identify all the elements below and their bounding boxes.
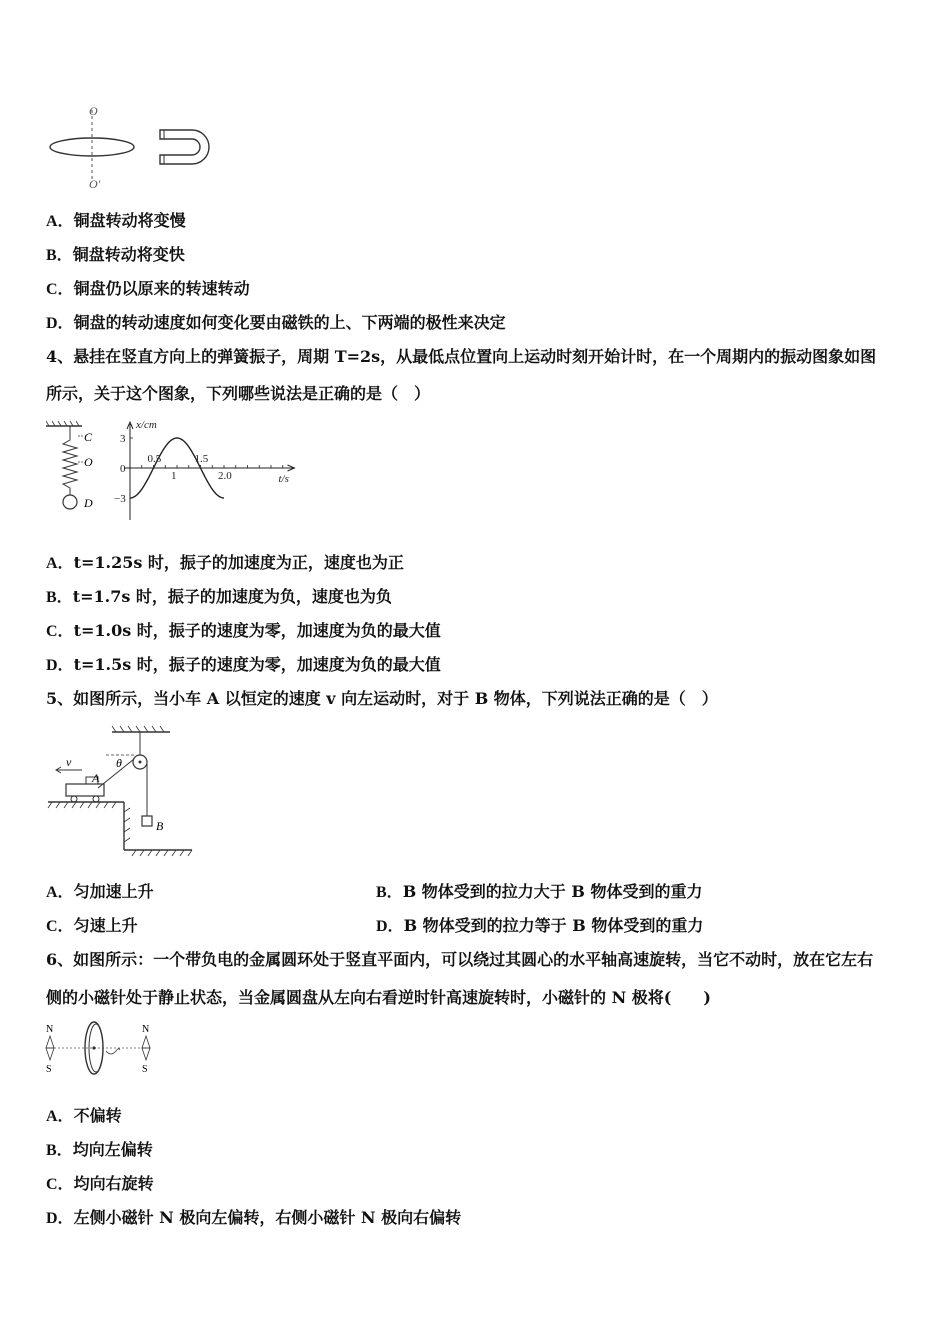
option-text: 铜盘的转动速度如何变化要由磁铁的上、下两端的极性来决定 xyxy=(73,313,506,332)
option-text: 匀速上升 xyxy=(73,916,138,935)
option-text: t=1.25s 时，振子的加速度为正，速度也为正 xyxy=(73,553,404,572)
q6-stem-line1: 6、如图所示：一个带负电的金属圆环处于竖直平面内，可以绕过其圆心的水平轴高速旋转，当它不动时，放在它左右 xyxy=(46,950,874,969)
compass-right-n: N xyxy=(142,1024,150,1035)
x-tick-label: 2.0 xyxy=(218,470,232,482)
q5-option-c[interactable] xyxy=(46,916,138,937)
q6-option-a[interactable] xyxy=(46,1106,122,1127)
y-axis-label: x/cm xyxy=(136,419,157,431)
q5-stem-line1: 5、如图所示，当小车 A 以恒定的速度 v 向左运动时，对于 B 物体，下列说法正确的是（ ） xyxy=(46,689,718,708)
option-text: B 物体受到的拉力大于 B 物体受到的重力 xyxy=(402,882,703,901)
option-letter: A． xyxy=(46,1108,74,1125)
spring-oscillator-figure xyxy=(46,420,106,520)
label-v: v xyxy=(66,755,72,769)
option-letter: A． xyxy=(46,213,74,230)
axis-top-label: O xyxy=(89,104,98,118)
compass-left-s: S xyxy=(46,1064,52,1075)
option-letter: A． xyxy=(46,884,74,901)
option-text: 左侧小磁针 N 极向左偏转，右侧小磁针 N 极向右偏转 xyxy=(73,1208,462,1227)
q4-option-d[interactable] xyxy=(46,655,441,676)
q3-option-b[interactable] xyxy=(46,245,185,266)
q5-option-a[interactable] xyxy=(46,882,154,903)
option-text: 不偏转 xyxy=(73,1106,122,1125)
option-letter: B． xyxy=(46,589,73,606)
label-theta: θ xyxy=(116,756,122,770)
q4-option-b[interactable] xyxy=(46,587,392,608)
axis-bottom-label: O′ xyxy=(89,177,101,191)
option-letter: B． xyxy=(46,1142,73,1159)
q4-stem-line1: 4、悬挂在竖直方向上的弹簧振子，周期 T=2s，从最低点位置向上运动时刻开始计时，在一个周期内的振动图象如图 xyxy=(46,347,877,366)
option-text: 匀加速上升 xyxy=(73,882,154,901)
option-letter: C． xyxy=(46,281,74,298)
rotation-arrow xyxy=(106,1049,120,1054)
option-text: 铜盘转动将变慢 xyxy=(73,211,186,230)
horseshoe-magnet xyxy=(160,130,209,164)
option-text: t=1.0s 时，振子的速度为零，加速度为负的最大值 xyxy=(73,621,441,640)
compass-right xyxy=(142,1036,150,1048)
label-o: O xyxy=(84,455,93,469)
q5-option-b[interactable] xyxy=(376,882,702,903)
option-letter: C． xyxy=(46,623,74,640)
q4-stem-line2: 所示，关于这个图象，下列哪些说法是正确的是（ ） xyxy=(46,384,431,403)
compass-left-n: N xyxy=(46,1024,54,1035)
option-text: t=1.5s 时，振子的速度为零，加速度为负的最大值 xyxy=(73,655,441,674)
spring xyxy=(63,426,77,495)
copper-disc-figure xyxy=(46,100,216,195)
compass-right-s: S xyxy=(142,1064,148,1075)
q3-option-d[interactable] xyxy=(46,313,506,334)
option-letter: D． xyxy=(376,918,404,935)
q6-option-d[interactable] xyxy=(46,1208,461,1229)
block-b xyxy=(142,816,152,826)
q6-option-b[interactable] xyxy=(46,1140,153,1161)
label-a: A xyxy=(92,771,100,785)
q6-stem-line2: 侧的小磁针处于静止状态，当金属圆盘从左向右看逆时针高速旋转时，小磁针的 N 极将( ) xyxy=(46,988,711,1007)
y-tick-label: 3 xyxy=(120,433,126,445)
option-letter: D． xyxy=(46,1210,74,1227)
option-text: t=1.7s 时，振子的加速度为负，速度也为负 xyxy=(72,587,392,606)
y-tick-label: −3 xyxy=(114,493,126,505)
y-tick-label: 0 xyxy=(120,463,126,475)
option-text: 均向右旋转 xyxy=(73,1174,154,1193)
q3-option-a[interactable] xyxy=(46,211,186,232)
q3-option-c[interactable] xyxy=(46,279,250,300)
x-tick-label: 0.5 xyxy=(147,453,162,465)
option-letter: B． xyxy=(46,247,73,264)
option-letter: C． xyxy=(46,1176,74,1193)
q4-option-a[interactable] xyxy=(46,553,404,574)
option-text: 铜盘转动将变快 xyxy=(72,245,185,264)
q6-option-c[interactable] xyxy=(46,1174,154,1195)
cart-pulley-figure xyxy=(46,722,196,857)
x-axis-label: t/s xyxy=(278,473,289,485)
label-b: B xyxy=(156,819,164,833)
option-letter: C． xyxy=(46,918,74,935)
q5-option-d[interactable] xyxy=(376,916,703,937)
option-letter: B． xyxy=(376,884,403,901)
option-letter: D． xyxy=(46,657,74,674)
compass-left xyxy=(46,1036,54,1048)
x-tick-label: 1.5 xyxy=(194,453,209,465)
label-d: D xyxy=(84,496,93,510)
ring-compass-figure xyxy=(40,1020,160,1080)
xt-graph xyxy=(108,416,338,522)
x-tick-label: 1 xyxy=(171,470,177,482)
ball xyxy=(63,495,77,509)
option-text: 铜盘仍以原来的转速转动 xyxy=(73,279,250,298)
label-c: C xyxy=(84,430,93,444)
q4-option-c[interactable] xyxy=(46,621,441,642)
option-text: B 物体受到的拉力等于 B 物体受到的重力 xyxy=(403,916,704,935)
cart-a xyxy=(66,784,104,796)
option-letter: A． xyxy=(46,555,74,572)
option-text: 均向左偏转 xyxy=(72,1140,153,1159)
option-letter: D． xyxy=(46,315,74,332)
